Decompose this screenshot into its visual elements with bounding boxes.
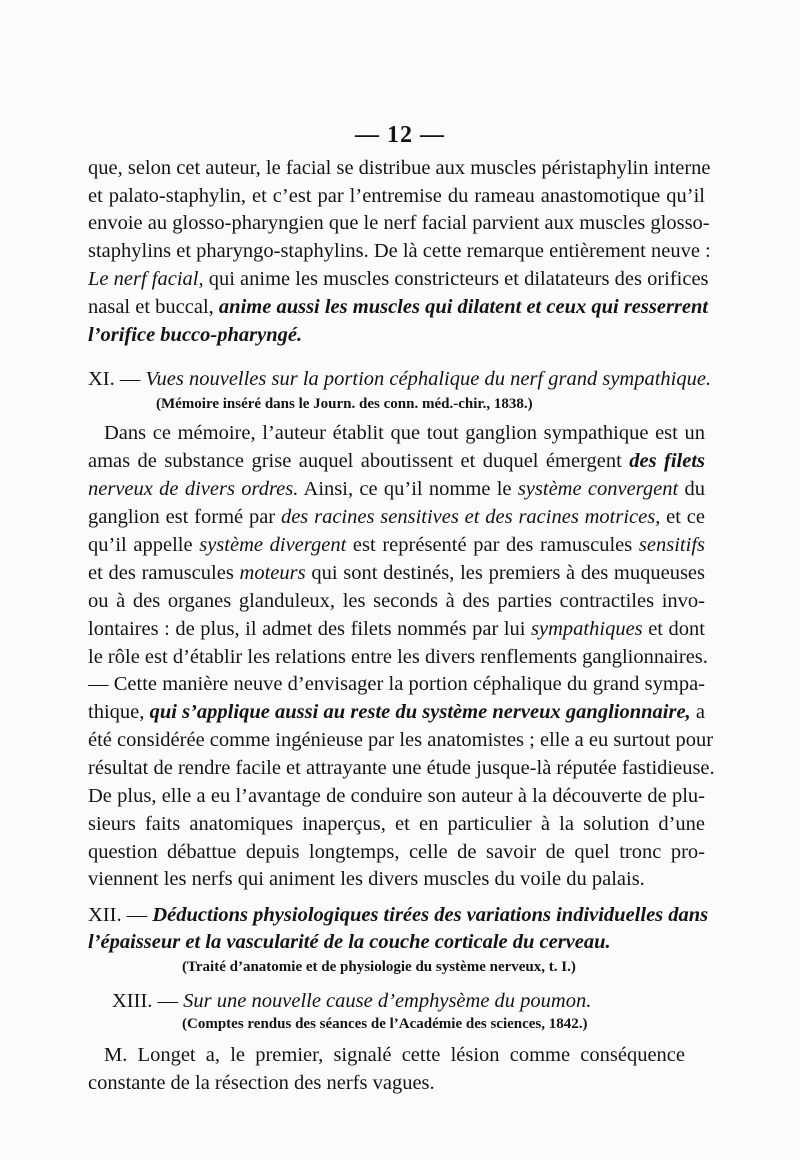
text: ganglion est formé par (88, 506, 281, 528)
italic-text: sympathiques (531, 618, 643, 640)
paragraph-line (88, 266, 709, 292)
paragraph-line (88, 322, 705, 348)
paragraph-line: résultat de rendre facile et attrayante une étude jusque-là réputée fastidieuse. (88, 757, 715, 779)
paragraph-line: constante de la résection des nerfs vagues. (88, 1072, 435, 1094)
italic-text: qui s’applique aussi au reste du système nerveux ganglionnaire, (149, 701, 691, 723)
section-reference: (Traité d’anatomie et de physiologie du système nerveux, t. I.) (182, 959, 576, 975)
text: et dont (642, 618, 705, 640)
paragraph-line (88, 448, 705, 474)
paragraph-line: Dans ce mémoire, l’auteur établit que tout ganglion sympathique est un (104, 422, 705, 444)
text: est représenté par des ramuscules (346, 534, 639, 556)
paragraph-line: M. Longet a, le premier, signalé cette lésion comme conséquence (104, 1044, 685, 1066)
paragraph-line: le rôle est d’établir les relations entre les divers renflements ganglionnaires. (88, 646, 708, 668)
paragraph-line (88, 476, 705, 502)
italic-text: sensitifs (638, 534, 705, 556)
text: amas de substance grise auquel aboutissent et duquel émergent (88, 450, 630, 472)
italic-text: nerveux de divers ordres. (88, 478, 299, 500)
paragraph-line: sieurs faits anatomiques inaperçus, et en particulier à la solution d’une (88, 813, 705, 835)
text: qui sont destinés, les premiers à des muqueuses (305, 562, 706, 584)
italic-text: des filets (629, 450, 705, 472)
text: Ainsi, ce qu’il nomme le (298, 478, 518, 500)
italic-text: moteurs (239, 562, 306, 584)
paragraph-line: que, selon cet auteur, le facial se distribue aux muscles péristaphylin interne (88, 157, 711, 179)
section-number: XI. — (88, 368, 146, 390)
italic-text: système divergent (199, 534, 347, 556)
paragraph-line (88, 699, 705, 725)
paragraph-line: et palato-staphylin, et c’est par l’entremise du rameau anastomotique qu’il (88, 185, 705, 207)
paragraph-line: envoie au glosso-pharyngien que le nerf facial parvient aux muscles glosso- (88, 212, 710, 234)
section-title: Sur une nouvelle cause d’emphysème du poumon. (183, 990, 592, 1012)
paragraph-line: été considérée comme ingénieuse par les anatomistes ; elle a eu surtout pour (88, 729, 714, 751)
page-number: — 12 — (355, 122, 445, 148)
italic-text: anime aussi les muscles qui dilatent et ceux qui resserrent (218, 296, 709, 318)
text: qui anime les muscles constricteurs et dilatateurs des orifices (203, 268, 709, 290)
italic-text: système convergent (517, 478, 679, 500)
paragraph-line (88, 532, 705, 558)
paragraph-line: ou à des organes glanduleux, les seconds à des parties contractiles invo- (88, 590, 705, 612)
paragraph-line (88, 294, 709, 320)
paragraph-line: De plus, elle a eu l’avantage de conduire son auteur à la découverte de plu- (88, 785, 705, 807)
text: du (678, 478, 706, 500)
paragraph-line (88, 616, 705, 642)
section-heading-xii-cont (88, 929, 705, 955)
italic-text: l’orifice bucco-pharyngé. (88, 324, 303, 346)
text: et ce (660, 506, 706, 528)
paragraph-line (88, 504, 705, 530)
paragraph-line: viennent les nerfs qui animent les divers muscles du voile du palais. (88, 868, 645, 890)
text: qu’il appelle (88, 534, 200, 556)
section-number: XIII. — (112, 990, 184, 1012)
text: et des ramuscules (88, 562, 240, 584)
section-reference: (Mémoire inséré dans le Journ. des conn. méd.-chir., 1838.) (156, 396, 533, 412)
italic-text: des racines sensitives et des racines motrices, (280, 506, 661, 528)
text: a (690, 701, 705, 723)
paragraph-line: question débattue depuis longtemps, celle de savoir de quel tronc pro- (88, 841, 705, 863)
text: thique, (88, 701, 150, 723)
paragraph-line: — Cette manière neuve d’envisager la portion céphalique du grand sympa- (88, 673, 705, 695)
section-heading-xi (88, 366, 712, 392)
paragraph-line: staphylins et pharyngo-staphylins. De là cette remarque entièrement neuve : (88, 240, 711, 262)
italic-text: Le nerf facial, (88, 268, 204, 290)
section-title: l’épaisseur et la vascularité de la couche corticale du cerveau. (88, 931, 611, 953)
section-title: Déductions physiologiques tirées des variations individuelles dans (152, 904, 709, 926)
section-title: Vues nouvelles sur la portion céphalique du nerf grand sympathique. (145, 368, 712, 390)
section-heading-xii (88, 902, 709, 928)
section-number: XII. — (88, 904, 153, 926)
text: nasal et buccal, (88, 296, 219, 318)
text: lontaires : de plus, il admet des filets nommés par lui (88, 618, 532, 640)
paragraph-line (88, 560, 705, 586)
section-heading-xiii (112, 988, 729, 1014)
section-reference: (Comptes rendus des séances de l’Académie des sciences, 1842.) (182, 1016, 588, 1032)
